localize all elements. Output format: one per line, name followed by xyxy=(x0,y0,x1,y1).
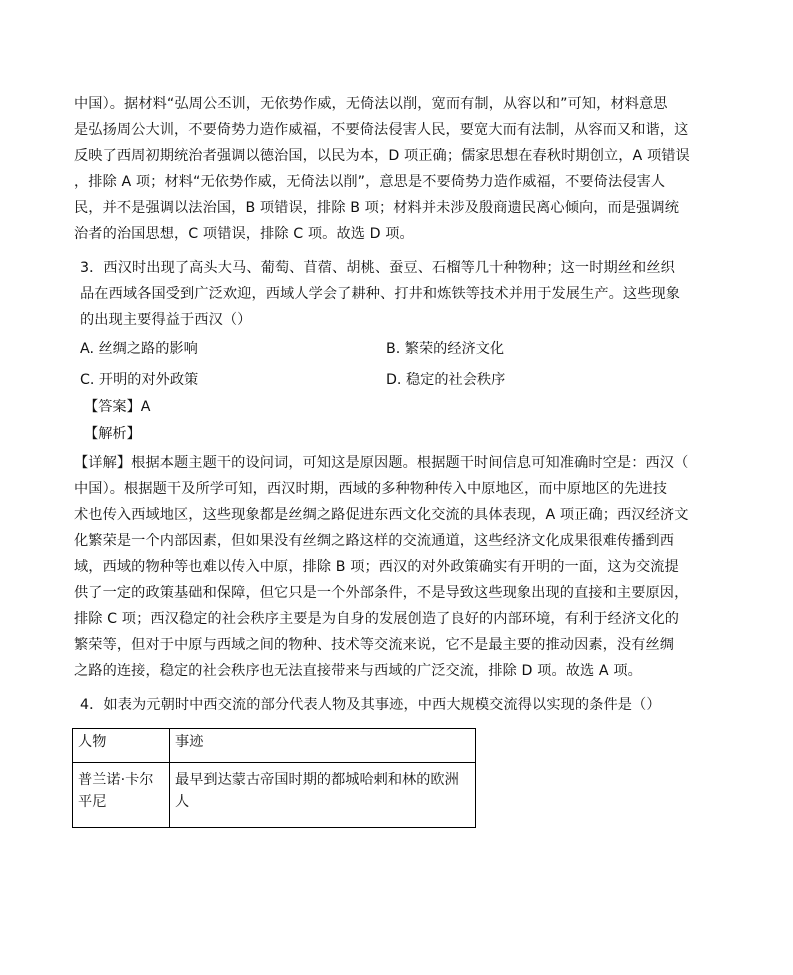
option-a: A. 丝绸之路的影响 xyxy=(80,341,198,357)
table-cell: 最早到达蒙古帝国时期的都城哈剌和林的欧洲人 xyxy=(170,763,476,828)
text-line: ，排除 A 项；材料“无依势作威，无倚法以削”，意思是不要倚势力造作威福，不要倚法侵害人 xyxy=(74,174,666,190)
text-line: 之路的连接，稳定的社会秩序也无法直接带来与西域的广泛交流，排除 D 项。故选 A 项。 xyxy=(74,663,642,679)
table-header-cell: 人物 xyxy=(73,729,170,763)
table-cell: 普兰诺·卡尔平尼 xyxy=(73,763,170,828)
analysis-label: 【解析】 xyxy=(84,426,141,442)
text-line: 繁荣等，但对于中原与西域之间的物种、技术等交流来说，它不是最主要的推动因素，没有丝绸 xyxy=(74,637,675,653)
option-d: D. 稳定的社会秩序 xyxy=(386,372,506,388)
question-4-stem: 4．如表为元朝时中西交流的部分代表人物及其事迹，中西大规模交流得以实现的条件是（） xyxy=(80,697,661,713)
table-header-row xyxy=(73,729,476,763)
text-line: 中国）。根据题干及所学可知，西汉时期，西域的多种物种传入中原地区，而中原地区的先进技 xyxy=(74,481,667,497)
question-3-stem: 品在西域各国受到广泛欢迎，西域人学会了耕种、打井和炼铁等技术并用于发展生产。这些现象 xyxy=(80,286,681,302)
table-header-cell: 事迹 xyxy=(170,729,476,763)
question-3-stem: 3．西汉时出现了高头大马、葡萄、苜蓿、胡桃、蚕豆、石榴等几十种物种；这一时期丝和丝织 xyxy=(80,260,675,276)
table-row xyxy=(73,763,476,828)
option-c: C. 开明的对外政策 xyxy=(80,372,199,388)
text-line: 民，并不是强调以法治国，B 项错误，排除 B 项；材料并未涉及殷商遗民离心倾向，而是强调统 xyxy=(74,200,679,216)
text-line: 化繁荣是一个内部因素，但如果没有丝绸之路这样的交流通道，这些经济文化成果很难传播到西 xyxy=(74,533,675,549)
text-line: 【详解】根据本题主题干的设问词，可知这是原因题。根据题干时间信息可知准确时空是：西汉（ xyxy=(74,455,689,471)
option-b: B. 繁荣的经济文化 xyxy=(386,341,505,357)
answer-label: 【答案】A xyxy=(84,399,151,415)
info-table xyxy=(72,728,476,828)
text-line: 域，西域的物种等也难以传入中原，排除 B 项；西汉的对外政策确实有开明的一面，这为交流提 xyxy=(74,559,679,575)
text-line: 是弘扬周公大训，不要倚势力造作威福，不要倚法侵害人民，要宽大而有法制，从容而又和谐，这 xyxy=(74,122,689,138)
text-line: 排除 C 项；西汉稳定的社会秩序主要是为自身的发展创造了良好的内部环境，有利于经济文化的 xyxy=(74,611,680,627)
text-line: 术也传入西域地区，这些现象都是丝绸之路促进东西文化交流的具体表现，A 项正确；西汉经济文 xyxy=(74,507,689,523)
question-3-stem: 的出现主要得益于西汉（） xyxy=(80,312,252,328)
text-line: 供了一定的政策基础和保障，但它只是一个外部条件，不是导致这些现象出现的直接和主要原因， xyxy=(74,585,689,601)
text-line: 治者的治国思想，C 项错误，排除 C 项。故选 D 项。 xyxy=(74,226,414,242)
text-line: 反映了西周初期统治者强调以德治国，以民为本，D 项正确；儒家思想在春秋时期创立，A 项错误 xyxy=(74,148,690,164)
text-line: 中国）。据材料“弘周公丕训，无依势作威，无倚法以削，宽而有制，从容以和”可知，材料意思 xyxy=(74,96,668,112)
